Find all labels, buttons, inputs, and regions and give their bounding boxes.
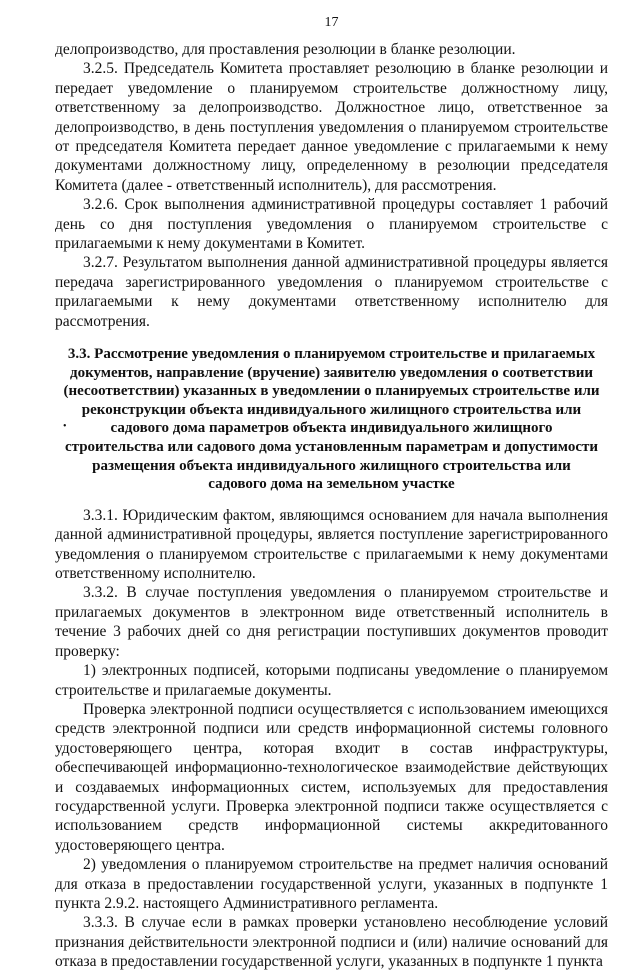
body-text-top — [55, 40, 608, 331]
section-heading-3-3: 3.3. Рассмотрение уведомления о планируемом строительстве и прилагаемых документов, направление (вручение) заявителю уведомления о соответствии (несоответствии) указанных в уведомлении о планируемых строительстве или реконструкции объекта индивидуального жилищного строительства или садового дома параметров объекта индивидуального жилищного строительства или садового дома установленным параметрам и допустимости размещения объекта индивидуального жилищного строительства или садового дома на земельном участке — [63, 346, 600, 493]
paragraph-3-3-1: 3.3.1. Юридическим фактом, являющимся основанием для начала выполнения данной административной процедуры, является поступление зарегистрированного уведомления о планируемом строительстве с прилагаемыми к нему документами ответственному исполнителю. — [55, 506, 608, 583]
paragraph-3-3-3: 3.3.3. В случае если в рамках проверки установлено несоблюдение условий признания действительности электронной подписи и (или) наличие оснований для отказа в предоставлении государственной услуги, указанных в подпункте 1 пункта — [55, 914, 608, 971]
paragraph-item-1: 1) электронных подписей, которыми подписаны уведомление о планируемом строительстве и прилагаемые документы. — [55, 662, 608, 699]
paragraph-3-2-7: 3.2.7. Результатом выполнения данной административной процедуры является передача зарегистрированного уведомления о планируемом строительстве с прилагаемыми к нему документами ответственному исполнителю для рассмотрения. — [55, 254, 608, 330]
body-text-bottom — [55, 506, 608, 972]
paragraph-3-2-5: 3.2.5. Председатель Комитета проставляет резолюцию в бланке резолюции и передает уведомление о планируемом строительстве должностному лицу, ответственному за делопроизводство. Должностное лицо, ответственное за делопроизводство, в день поступления уведомления о планируемом строительстве от председателя Комитета передает данное уведомление с прилагаемыми к нему документами должностному лицу, определенному в резолюции председателя Комитета (далее - ответственный исполнитель), для рассмотрения. — [55, 60, 608, 194]
scan-speck: • — [63, 421, 67, 432]
paragraph-3-3-2: 3.3.2. В случае поступления уведомления о планируемом строительстве и прилагаемых документов в электронном виде ответственный исполнитель в течение 3 рабочих дней со дня регистрации поступивших документов проводит проверку: — [55, 584, 608, 660]
paragraph-item-2: 2) уведомления о планируемом строительстве на предмет наличия оснований для отказа в предоставлении государственной услуги, указанных в подпункте 1 пункта 2.9.2. настоящего Административного регламента. — [55, 856, 608, 912]
paragraph-signature-check: Проверка электронной подписи осуществляется с использованием имеющихся средств электронной подписи или средств информационной системы головного удостоверяющего центра, которая входит в состав инфраструктуры, обеспечивающей информационно-технологическое взаимодействие действующих и создаваемых информационных систем, используемых для предоставления государственной услуги. Проверка электронной подписи также осуществляется с использованием средств информационной системы аккредитованного удостоверяющего центра. — [55, 700, 608, 854]
page-number: 17 — [324, 15, 339, 30]
paragraph-3-2-6: 3.2.6. Срок выполнения административной процедуры составляет 1 рабочий день со дня поступления уведомления о планируемом строительстве с прилагаемыми к нему документами в Комитет. — [55, 196, 608, 253]
paragraph-continuation: делопроизводство, для проставления резолюции в бланке резолюции. — [55, 41, 516, 58]
